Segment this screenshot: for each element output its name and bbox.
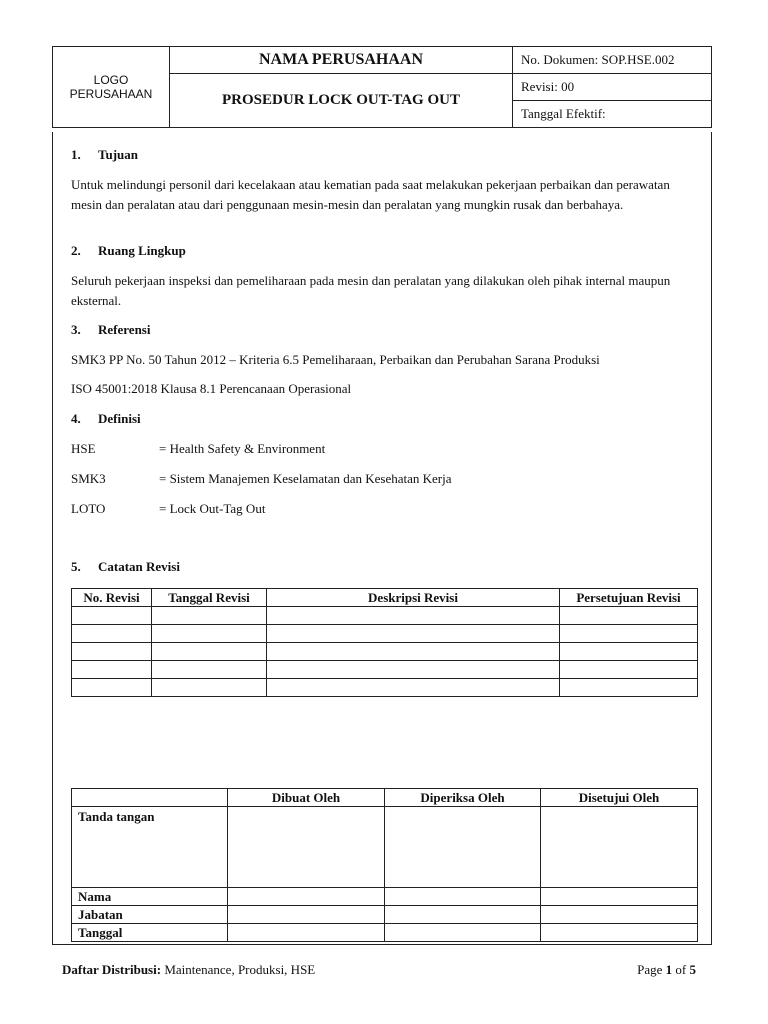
table-row <box>72 607 698 625</box>
effective-date: Tanggal Efektif: <box>513 101 712 128</box>
signature-table <box>71 788 698 942</box>
section-text-tujuan: Untuk melindungi personil dari kecelakaan atau kematian pada saat melakukan pekerjaan perbaikan dan perawatan mesin dan peralatan atau dari penggunaan mesin-mesin dan peralatan yang mungkin rusak dan berbahaya. <box>71 177 670 212</box>
table-row <box>72 661 698 679</box>
date-row <box>72 924 698 942</box>
table-cell <box>560 625 698 643</box>
company-logo-placeholder <box>53 47 170 128</box>
table-cell <box>228 888 385 906</box>
column-header: Dibuat Oleh <box>228 789 385 807</box>
table-cell <box>541 888 698 906</box>
table-cell <box>267 607 560 625</box>
section-heading-catatan-revisi: 5. Catatan Revisi <box>71 559 180 574</box>
page-number: Page 1 of 5 <box>637 962 696 977</box>
table-row <box>72 625 698 643</box>
table-row <box>72 643 698 661</box>
column-header <box>72 789 228 807</box>
logo-text-line2: PERUSAHAAN <box>69 87 153 101</box>
table-cell <box>385 906 541 924</box>
definition-smk3: SMK3 = Sistem Manajemen Keselamatan dan Kesehatan Kerja <box>71 471 452 486</box>
procedure-title: PROSEDUR LOCK OUT-TAG OUT <box>170 74 513 128</box>
row-label: Nama <box>72 888 228 906</box>
row-label: Tanda tangan <box>72 807 228 888</box>
signature-box <box>385 807 541 888</box>
table-cell <box>72 607 152 625</box>
table-cell <box>152 661 267 679</box>
signature-box <box>541 807 698 888</box>
distribution-list: Daftar Distribusi: Maintenance, Produksi, HSE <box>62 962 316 977</box>
row-label: Tanggal <box>72 924 228 942</box>
column-header: Deskripsi Revisi <box>267 589 560 607</box>
table-cell <box>152 625 267 643</box>
table-cell <box>541 924 698 942</box>
signature-box <box>228 807 385 888</box>
column-header: Tanggal Revisi <box>152 589 267 607</box>
column-header: Disetujui Oleh <box>541 789 698 807</box>
table-cell <box>560 679 698 697</box>
table-cell <box>267 661 560 679</box>
table-cell <box>385 888 541 906</box>
definition-hse: HSE = Health Safety & Environment <box>71 441 326 456</box>
section-heading-ruang-lingkup: 2. Ruang Lingkup <box>71 243 186 258</box>
table-cell <box>228 924 385 942</box>
table-cell <box>560 607 698 625</box>
table-row <box>72 679 698 697</box>
table-cell <box>72 643 152 661</box>
table-cell <box>152 643 267 661</box>
column-header: Persetujuan Revisi <box>560 589 698 607</box>
table-cell <box>72 661 152 679</box>
signature-table-header <box>72 789 698 807</box>
table-cell <box>72 679 152 697</box>
revision-table-header <box>72 589 698 607</box>
reference-smk3: SMK3 PP No. 50 Tahun 2012 – Kriteria 6.5 Pemeliharaan, Perbaikan dan Perubahan Sarana Produksi <box>71 352 600 367</box>
logo-text-line1: LOGO <box>93 73 129 87</box>
table-cell <box>560 661 698 679</box>
position-row <box>72 906 698 924</box>
section-heading-referensi: 3. Referensi <box>71 322 151 337</box>
page-footer <box>62 962 696 978</box>
table-cell <box>267 643 560 661</box>
section-text-ruang-lingkup: Seluruh pekerjaan inspeksi dan pemeliharaan pada mesin dan peralatan yang dilakukan oleh pihak internal maupun eksternal. <box>71 273 671 308</box>
table-cell <box>152 607 267 625</box>
company-name: NAMA PERUSAHAAN <box>170 47 513 74</box>
column-header: Diperiksa Oleh <box>385 789 541 807</box>
table-cell <box>385 924 541 942</box>
table-cell <box>267 679 560 697</box>
document-header <box>52 46 712 128</box>
definition-loto: LOTO = Lock Out-Tag Out <box>71 501 266 516</box>
table-cell <box>152 679 267 697</box>
table-cell <box>228 906 385 924</box>
section-heading-tujuan: 1. Tujuan <box>71 147 138 162</box>
row-label: Jabatan <box>72 906 228 924</box>
revision-number: Revisi: 00 <box>513 74 712 101</box>
name-row <box>72 888 698 906</box>
table-cell <box>267 625 560 643</box>
document-number: No. Dokumen: SOP.HSE.002 <box>513 47 712 74</box>
section-heading-definisi: 4. Definisi <box>71 411 141 426</box>
table-cell <box>72 625 152 643</box>
table-cell <box>560 643 698 661</box>
table-cell <box>541 906 698 924</box>
revision-table <box>71 588 698 697</box>
reference-iso: ISO 45001:2018 Klausa 8.1 Perencanaan Operasional <box>71 381 352 396</box>
column-header: No. Revisi <box>72 589 152 607</box>
signature-row <box>72 807 698 888</box>
